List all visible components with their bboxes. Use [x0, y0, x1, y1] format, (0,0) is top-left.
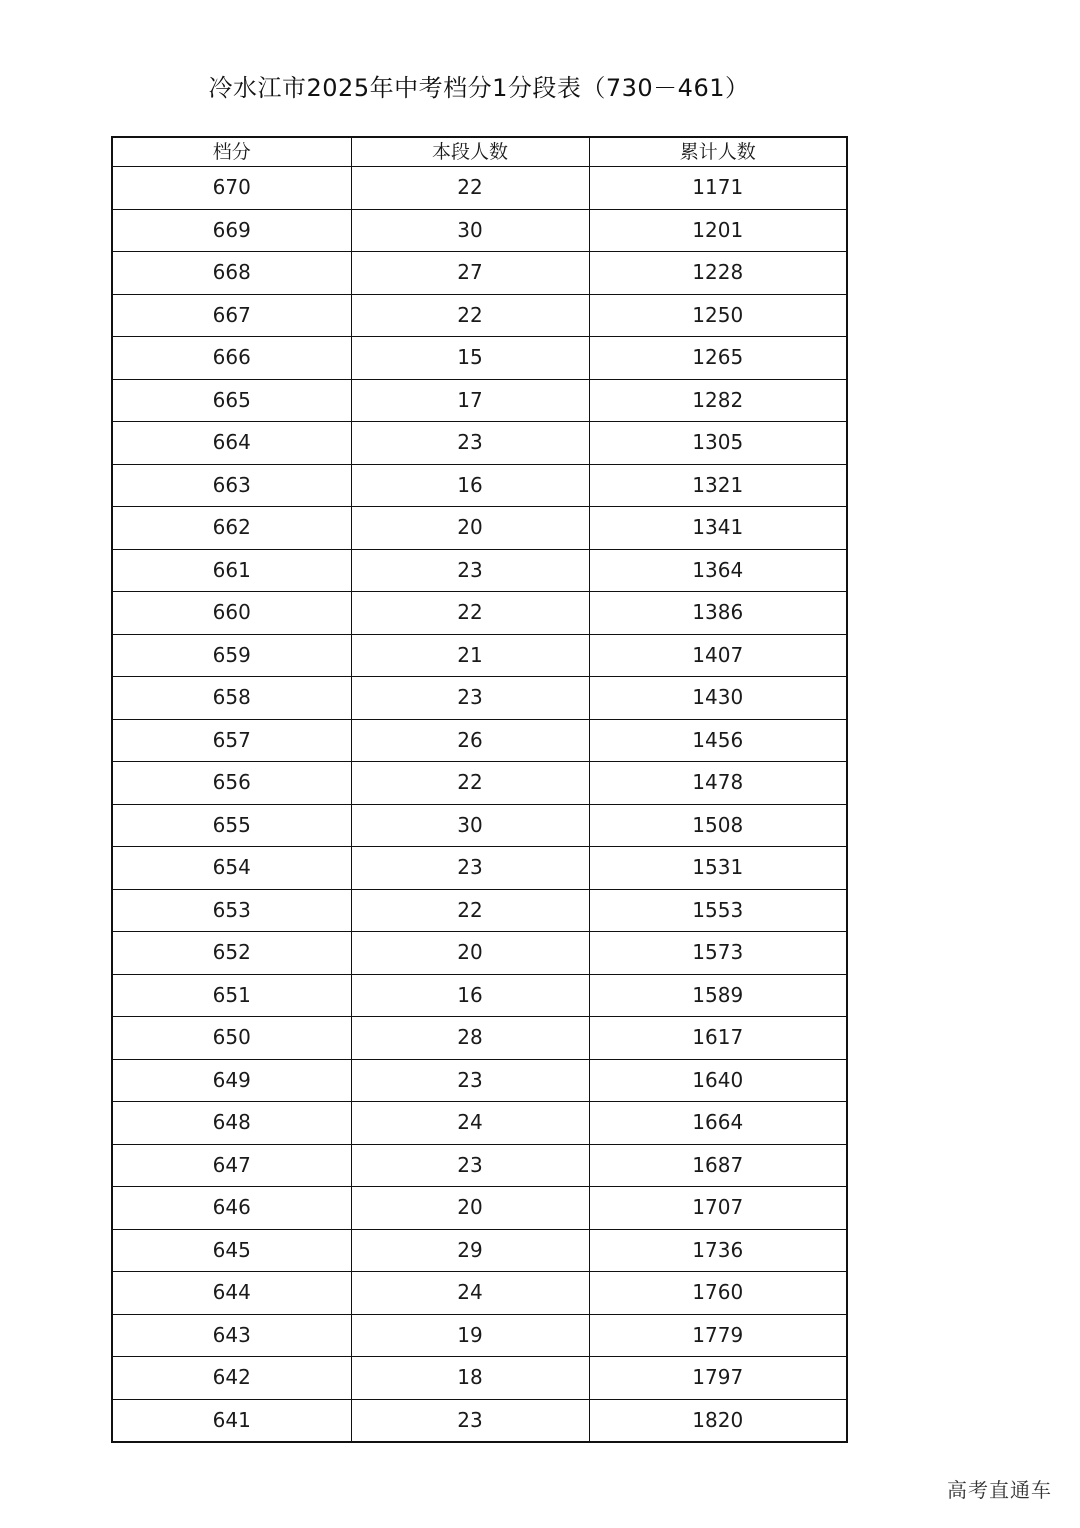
cell-cumulative-count: 1250 — [589, 294, 847, 337]
cell-score: 644 — [112, 1272, 351, 1315]
cell-score: 664 — [112, 422, 351, 465]
cell-score: 649 — [112, 1059, 351, 1102]
cell-segment-count: 29 — [351, 1229, 589, 1272]
table-row — [112, 847, 847, 890]
cell-segment-count: 23 — [351, 1059, 589, 1102]
cell-segment-count: 23 — [351, 1399, 589, 1442]
cell-score: 647 — [112, 1144, 351, 1187]
cell-cumulative-count: 1228 — [589, 252, 847, 295]
watermark: 高考直通车 — [947, 1478, 1052, 1502]
cell-score: 660 — [112, 592, 351, 635]
cell-score: 652 — [112, 932, 351, 975]
table-row — [112, 507, 847, 550]
cell-segment-count: 18 — [351, 1357, 589, 1400]
cell-segment-count: 23 — [351, 847, 589, 890]
cell-cumulative-count: 1456 — [589, 719, 847, 762]
cell-cumulative-count: 1321 — [589, 464, 847, 507]
cell-segment-count: 30 — [351, 804, 589, 847]
table-row — [112, 762, 847, 805]
table-row — [112, 1399, 847, 1442]
header-cumulative-count: 累计人数 — [589, 137, 847, 167]
table-row — [112, 167, 847, 210]
cell-segment-count: 20 — [351, 507, 589, 550]
table-row — [112, 804, 847, 847]
cell-cumulative-count: 1386 — [589, 592, 847, 635]
cell-segment-count: 19 — [351, 1314, 589, 1357]
cell-cumulative-count: 1760 — [589, 1272, 847, 1315]
cell-cumulative-count: 1797 — [589, 1357, 847, 1400]
cell-cumulative-count: 1201 — [589, 209, 847, 252]
table-row — [112, 1059, 847, 1102]
cell-segment-count: 22 — [351, 294, 589, 337]
cell-segment-count: 30 — [351, 209, 589, 252]
table-row — [112, 1272, 847, 1315]
cell-segment-count: 22 — [351, 592, 589, 635]
cell-score: 670 — [112, 167, 351, 210]
cell-score: 651 — [112, 974, 351, 1017]
cell-score: 643 — [112, 1314, 351, 1357]
cell-cumulative-count: 1282 — [589, 379, 847, 422]
cell-segment-count: 22 — [351, 167, 589, 210]
cell-score: 653 — [112, 889, 351, 932]
cell-score: 645 — [112, 1229, 351, 1272]
cell-score: 667 — [112, 294, 351, 337]
cell-score: 659 — [112, 634, 351, 677]
cell-cumulative-count: 1407 — [589, 634, 847, 677]
cell-cumulative-count: 1305 — [589, 422, 847, 465]
cell-cumulative-count: 1707 — [589, 1187, 847, 1230]
cell-score: 641 — [112, 1399, 351, 1442]
cell-score: 658 — [112, 677, 351, 720]
cell-score: 661 — [112, 549, 351, 592]
cell-score: 663 — [112, 464, 351, 507]
cell-cumulative-count: 1779 — [589, 1314, 847, 1357]
table-row — [112, 889, 847, 932]
cell-cumulative-count: 1171 — [589, 167, 847, 210]
cell-cumulative-count: 1430 — [589, 677, 847, 720]
cell-cumulative-count: 1736 — [589, 1229, 847, 1272]
table-row — [112, 294, 847, 337]
cell-score: 666 — [112, 337, 351, 380]
cell-cumulative-count: 1364 — [589, 549, 847, 592]
header-score: 档分 — [112, 137, 351, 167]
cell-cumulative-count: 1531 — [589, 847, 847, 890]
cell-score: 662 — [112, 507, 351, 550]
cell-cumulative-count: 1617 — [589, 1017, 847, 1060]
cell-segment-count: 20 — [351, 1187, 589, 1230]
table-row — [112, 379, 847, 422]
cell-cumulative-count: 1573 — [589, 932, 847, 975]
table-row — [112, 932, 847, 975]
cell-cumulative-count: 1508 — [589, 804, 847, 847]
table-row — [112, 1314, 847, 1357]
cell-segment-count: 23 — [351, 422, 589, 465]
table-row — [112, 1144, 847, 1187]
cell-cumulative-count: 1553 — [589, 889, 847, 932]
cell-score: 665 — [112, 379, 351, 422]
table-row — [112, 422, 847, 465]
table-row — [112, 1229, 847, 1272]
cell-cumulative-count: 1341 — [589, 507, 847, 550]
document-title: 冷水江市2025年中考档分1分段表（730－461） — [208, 74, 750, 102]
cell-segment-count: 23 — [351, 677, 589, 720]
cell-segment-count: 24 — [351, 1272, 589, 1315]
cell-segment-count: 16 — [351, 464, 589, 507]
cell-score: 669 — [112, 209, 351, 252]
cell-score: 655 — [112, 804, 351, 847]
table-row — [112, 1017, 847, 1060]
cell-segment-count: 23 — [351, 1144, 589, 1187]
cell-score: 656 — [112, 762, 351, 805]
table-row — [112, 337, 847, 380]
cell-cumulative-count: 1664 — [589, 1102, 847, 1145]
table-body — [112, 167, 847, 1443]
cell-segment-count: 22 — [351, 889, 589, 932]
table-row — [112, 719, 847, 762]
table-row — [112, 549, 847, 592]
table-row — [112, 1357, 847, 1400]
cell-cumulative-count: 1265 — [589, 337, 847, 380]
cell-cumulative-count: 1820 — [589, 1399, 847, 1442]
cell-score: 654 — [112, 847, 351, 890]
table-row — [112, 464, 847, 507]
header-segment-count: 本段人数 — [351, 137, 589, 167]
cell-segment-count: 26 — [351, 719, 589, 762]
score-distribution-table — [111, 136, 848, 1443]
cell-cumulative-count: 1478 — [589, 762, 847, 805]
table-row — [112, 1187, 847, 1230]
table-row — [112, 677, 847, 720]
cell-cumulative-count: 1640 — [589, 1059, 847, 1102]
cell-score: 642 — [112, 1357, 351, 1400]
table-row — [112, 1102, 847, 1145]
cell-cumulative-count: 1589 — [589, 974, 847, 1017]
table-header-row — [112, 137, 847, 167]
cell-score: 650 — [112, 1017, 351, 1060]
table-row — [112, 252, 847, 295]
cell-score: 668 — [112, 252, 351, 295]
cell-score: 648 — [112, 1102, 351, 1145]
cell-segment-count: 23 — [351, 549, 589, 592]
table-row — [112, 592, 847, 635]
cell-segment-count: 27 — [351, 252, 589, 295]
cell-cumulative-count: 1687 — [589, 1144, 847, 1187]
cell-segment-count: 21 — [351, 634, 589, 677]
cell-segment-count: 24 — [351, 1102, 589, 1145]
table-row — [112, 974, 847, 1017]
cell-segment-count: 22 — [351, 762, 589, 805]
cell-score: 646 — [112, 1187, 351, 1230]
cell-segment-count: 15 — [351, 337, 589, 380]
cell-segment-count: 20 — [351, 932, 589, 975]
table-row — [112, 209, 847, 252]
cell-score: 657 — [112, 719, 351, 762]
cell-segment-count: 16 — [351, 974, 589, 1017]
table-row — [112, 634, 847, 677]
cell-segment-count: 17 — [351, 379, 589, 422]
cell-segment-count: 28 — [351, 1017, 589, 1060]
